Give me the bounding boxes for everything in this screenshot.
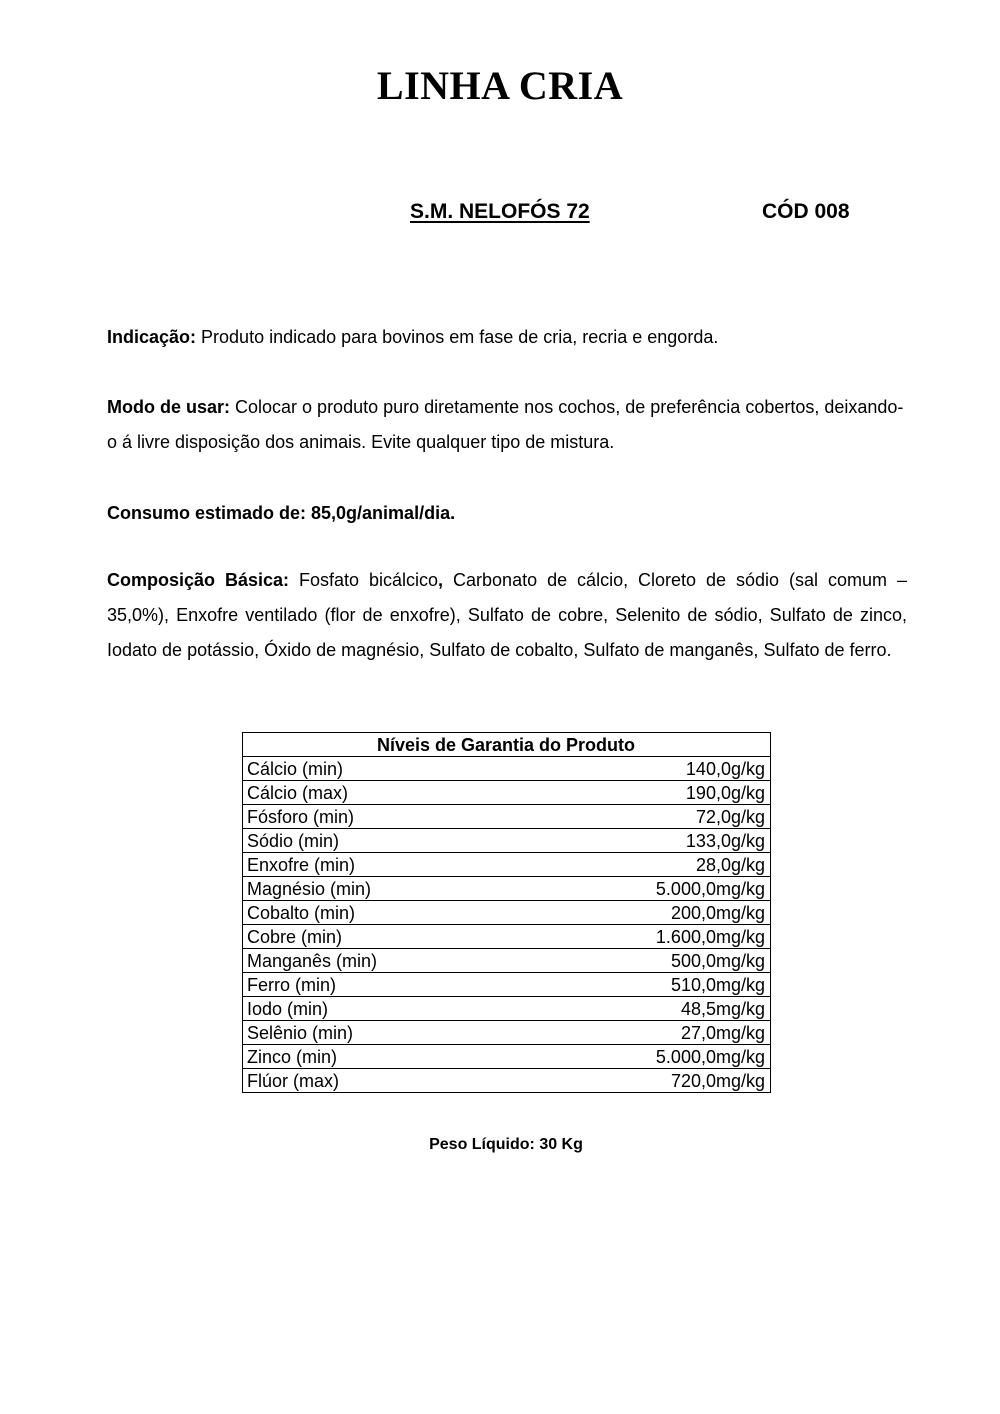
nutrient-value: 140,0g/kg — [528, 757, 771, 781]
nutrient-value: 1.600,0mg/kg — [528, 925, 771, 949]
table-row — [243, 805, 771, 829]
table-row — [243, 781, 771, 805]
nutrient-value: 720,0mg/kg — [528, 1069, 771, 1093]
nutrient-value: 27,0mg/kg — [528, 1021, 771, 1045]
table-row — [243, 877, 771, 901]
nutrient-value: 28,0g/kg — [528, 853, 771, 877]
nutrient-value: 190,0g/kg — [528, 781, 771, 805]
net-weight: Peso Líquido: 30 Kg — [429, 1136, 583, 1153]
nutrient-name: Cobre (min) — [243, 925, 528, 949]
table-title: Níveis de Garantia do Produto — [243, 733, 771, 757]
nutrient-name: Sódio (min) — [243, 829, 528, 853]
nutrient-name: Zinco (min) — [243, 1045, 528, 1069]
nutrient-name: Flúor (max) — [243, 1069, 528, 1093]
consumption-label: Consumo estimado de: 85,0g/animal/dia. — [107, 503, 456, 523]
composition-comma: , — [438, 570, 444, 590]
indication-text: Produto indicado para bovinos em fase de cria, recria e engorda. — [196, 327, 719, 347]
nutrient-name: Magnésio (min) — [243, 877, 528, 901]
nutrient-value: 5.000,0mg/kg — [528, 877, 771, 901]
indication-paragraph — [107, 320, 907, 355]
table-row — [243, 757, 771, 781]
nutrient-name: Iodo (min) — [243, 997, 528, 1021]
composition-text-b: Carbonato de cálcio, Cloreto de sódio (sal comum – 35,0%), Enxofre ventilado (flor de enxofre), Sulfato de cobre, Selenito de sódio, Sulfato de zinco, Iodato de potássio, Óxido de magnésio, Sulfato de cobalto, Sulfato de manganês, Sulfato de ferro. — [107, 570, 908, 660]
nutrient-name: Fósforo (min) — [243, 805, 528, 829]
table-row — [243, 853, 771, 877]
nutrient-value: 48,5mg/kg — [528, 997, 771, 1021]
product-code: CÓD 008 — [762, 200, 850, 223]
composition-label: Composição Básica: — [107, 570, 290, 590]
nutrient-value: 510,0mg/kg — [528, 973, 771, 997]
consumption-paragraph — [107, 496, 907, 531]
guarantee-levels-table — [242, 732, 771, 1093]
table-row — [243, 949, 771, 973]
nutrient-value: 72,0g/kg — [528, 805, 771, 829]
composition-text-a: Fosfato bicálcico — [289, 570, 439, 590]
nutrient-value: 5.000,0mg/kg — [528, 1045, 771, 1069]
nutrient-name: Manganês (min) — [243, 949, 528, 973]
table-header-row — [243, 733, 771, 757]
nutrient-name: Cobalto (min) — [243, 901, 528, 925]
nutrient-value: 200,0mg/kg — [528, 901, 771, 925]
nutrient-name: Cálcio (min) — [243, 757, 528, 781]
nutrient-value: 500,0mg/kg — [528, 949, 771, 973]
usage-paragraph — [107, 390, 907, 460]
table-row — [243, 901, 771, 925]
nutrient-name: Enxofre (min) — [243, 853, 528, 877]
table-row — [243, 997, 771, 1021]
nutrient-name: Cálcio (max) — [243, 781, 528, 805]
indication-label: Indicação: — [107, 327, 197, 347]
nutrient-value: 133,0g/kg — [528, 829, 771, 853]
usage-label: Modo de usar: — [107, 397, 231, 417]
table-body — [243, 757, 771, 1093]
table-row — [243, 973, 771, 997]
composition-paragraph — [107, 563, 907, 668]
nutrient-name: Ferro (min) — [243, 973, 528, 997]
usage-text: Colocar o produto puro diretamente nos cochos, de preferência cobertos, deixando-o á livre disposição dos animais. Evite qualquer tipo de mistura. — [107, 397, 904, 452]
table-row — [243, 1021, 771, 1045]
table-row — [243, 829, 771, 853]
table-row — [243, 925, 771, 949]
table-row — [243, 1069, 771, 1093]
table-row — [243, 1045, 771, 1069]
product-name: S.M. NELOFÓS 72 — [410, 200, 590, 223]
document-title: LINHA CRIA — [376, 63, 624, 108]
nutrient-name: Selênio (min) — [243, 1021, 528, 1045]
